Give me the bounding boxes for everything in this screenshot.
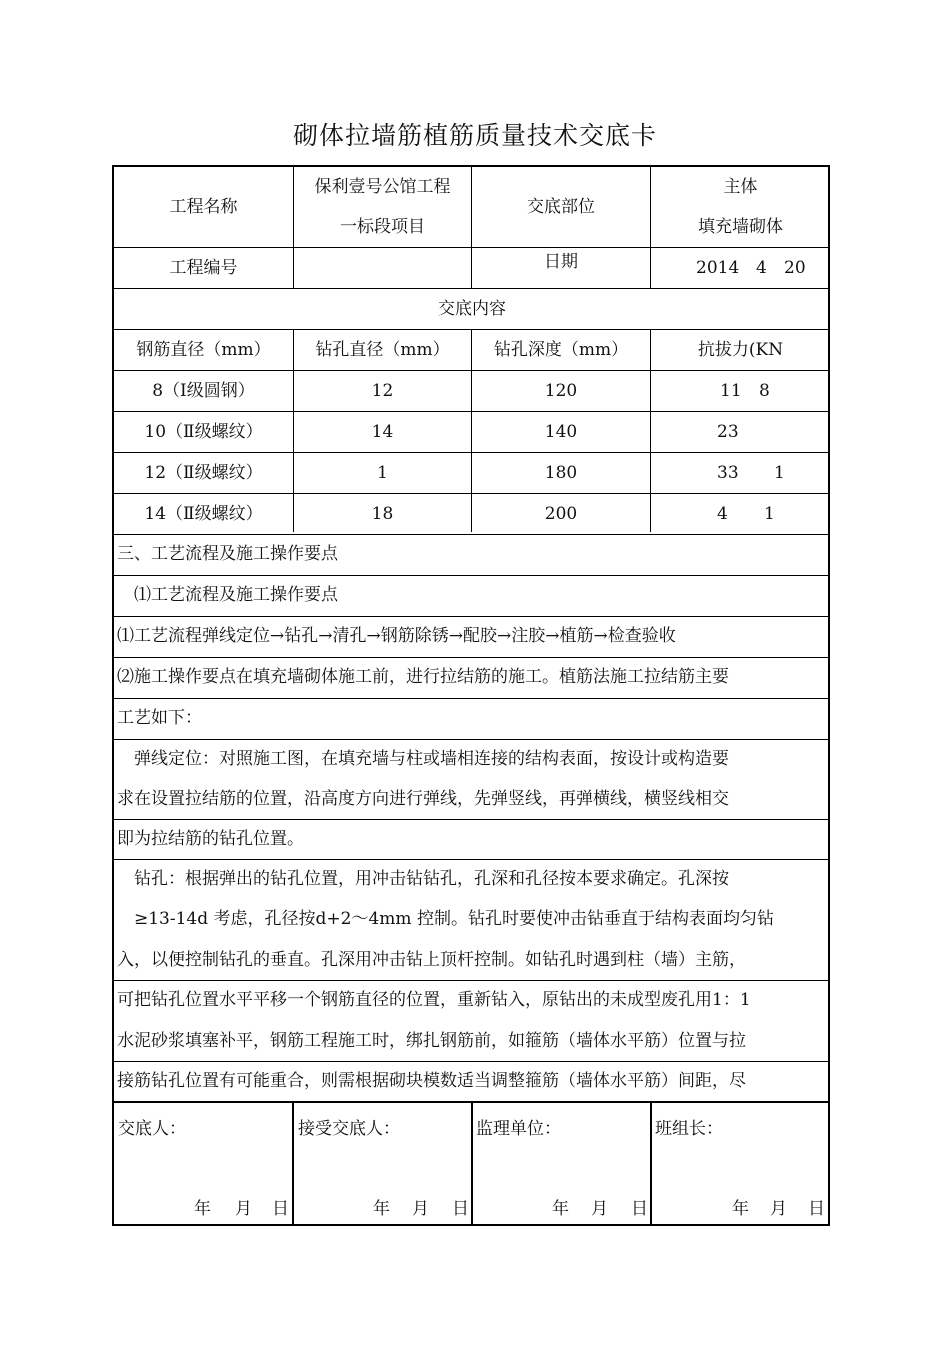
signature-date-day: 日 xyxy=(808,1199,825,1219)
table-row-1-force-a: 23 xyxy=(717,422,739,442)
table-row-0-rebar: 8（Ⅰ级圆钢） xyxy=(152,381,255,401)
text-line: 即为拉结筋的钻孔位置。 xyxy=(117,829,304,849)
table-row-3-depth: 200 xyxy=(544,504,578,524)
project-name-value xyxy=(294,167,471,247)
date-month: 4 xyxy=(756,258,767,278)
signature-date-year: 年 xyxy=(732,1199,749,1219)
location-line1: 主体 xyxy=(723,177,758,197)
process-flow-line: ⑴工艺流程弹线定位→钻孔→清孔→钢筋除锈→配胶→注胶→植筋→检查验收 xyxy=(117,626,676,646)
table-row-0-depth: 120 xyxy=(544,381,578,401)
section-heading: 三、工艺流程及施工操作要点 xyxy=(117,544,338,564)
date-label: 日期 xyxy=(544,252,578,272)
table-row-3-hole-dia: 18 xyxy=(371,504,394,524)
col-rule xyxy=(292,1101,294,1226)
text-line: 接筋钻孔位置有可能重合，则需根据砌块模数适当调整箍筋（墙体水平筋）间距，尽 xyxy=(117,1071,746,1091)
text-line: 可把钻孔位置水平平移一个钢筋直径的位置，重新钻入，原钻出的未成型废孔用1：1 xyxy=(117,990,751,1010)
table-row-3-force-a: 4 xyxy=(717,504,728,524)
table-row-2-depth: 180 xyxy=(544,463,578,483)
table-row-3-rebar: 14（Ⅱ级螺纹） xyxy=(144,504,263,524)
date-day: 20 xyxy=(784,258,806,278)
document-title: 砌体拉墙筋植筋质量技术交底卡 xyxy=(292,121,657,150)
text-line: 求在设置拉结筋的位置，沿高度方向进行弹线，先弹竖线，再弹横线，横竖线相交 xyxy=(117,789,729,809)
signature-label-discloser: 交底人： xyxy=(118,1119,186,1139)
project-name-line1: 保利壹号公馆工程 xyxy=(314,177,451,197)
text-line: ≥13-14d 考虑，孔径按d+2～4mm 控制。钻孔时要使冲击钻垂直于结构表面均匀钻 xyxy=(117,909,774,929)
project-name-label: 工程名称 xyxy=(169,197,238,217)
project-no-label: 工程编号 xyxy=(169,258,238,278)
content-title: 交底内容 xyxy=(438,299,506,319)
table-row-0-hole-dia: 12 xyxy=(371,381,394,401)
disclosure-card xyxy=(112,165,830,1226)
table-row-2-force-b: 1 xyxy=(774,463,785,483)
location-value xyxy=(651,167,830,247)
text-line: 工艺如下： xyxy=(117,708,202,728)
location-label: 交底部位 xyxy=(527,197,595,217)
table-row-1-rebar: 10（Ⅱ级螺纹） xyxy=(144,422,263,442)
text-line: ⑵施工操作要点在填充墙砌体施工前，进行拉结筋的施工。植筋法施工拉结筋主要 xyxy=(117,667,729,687)
text-line: 弹线定位：对照施工图，在填充墙与柱或墙相连接的结构表面，按设计或构造要 xyxy=(117,749,729,769)
table-row-1-hole-dia: 14 xyxy=(371,422,394,442)
table-row-1-depth: 140 xyxy=(544,422,578,442)
col-hole-depth: 钻孔深度（mm） xyxy=(493,340,629,360)
signature-date-month: 月 xyxy=(235,1199,252,1219)
table-row-2-rebar: 12（Ⅱ级螺纹） xyxy=(144,463,263,483)
text-line: 水泥砂浆填塞补平，钢筋工程施工时，绑扎钢筋前，如箍筋（墙体水平筋）位置与拉 xyxy=(117,1031,746,1051)
signature-label-supervisor: 监理单位： xyxy=(476,1119,561,1139)
signature-date-month: 月 xyxy=(412,1199,429,1219)
text-line: 钻孔：根据弹出的钻孔位置，用冲击钻钻孔，孔深和孔径按本要求确定。孔深按 xyxy=(117,869,729,889)
signature-date-year: 年 xyxy=(373,1199,390,1219)
signature-date-month: 月 xyxy=(770,1199,787,1219)
col-rebar-diameter: 钢筋直径（mm） xyxy=(136,340,271,360)
signature-date-day: 日 xyxy=(272,1199,289,1219)
signature-date-day: 日 xyxy=(452,1199,469,1219)
col-rule xyxy=(471,1101,473,1226)
table-row-0-force-b: 8 xyxy=(759,381,770,401)
table-row-3-force-b: 1 xyxy=(764,504,775,524)
signature-label-receiver: 接受交底人： xyxy=(298,1119,400,1139)
signature-label-team-leader: 班组长： xyxy=(655,1119,723,1139)
text-line: 入，以便控制钻孔的垂直。孔深用冲击钻上顶杆控制。如钻孔时遇到柱（墙）主筋， xyxy=(117,950,746,970)
project-name-line2: 一标段项目 xyxy=(340,217,425,237)
table-row-2-force-a: 33 xyxy=(717,463,739,483)
project-no-value xyxy=(294,248,471,288)
location-line2: 填充墙砌体 xyxy=(698,217,783,237)
signature-date-month: 月 xyxy=(591,1199,608,1219)
col-rule xyxy=(650,1101,652,1226)
signature-date-year: 年 xyxy=(194,1199,211,1219)
table-row-2-hole-dia: 1 xyxy=(377,463,388,483)
table-row-0-force-a: 11 xyxy=(720,381,742,401)
signature-date-year: 年 xyxy=(552,1199,569,1219)
sub-heading: ⑴工艺流程及施工操作要点 xyxy=(117,585,338,605)
col-hole-diameter: 钻孔直径（mm） xyxy=(315,340,450,360)
signature-date-day: 日 xyxy=(631,1199,648,1219)
date-year: 2014 xyxy=(696,258,740,278)
col-pullout-force: 抗拔力(KN xyxy=(697,340,784,360)
